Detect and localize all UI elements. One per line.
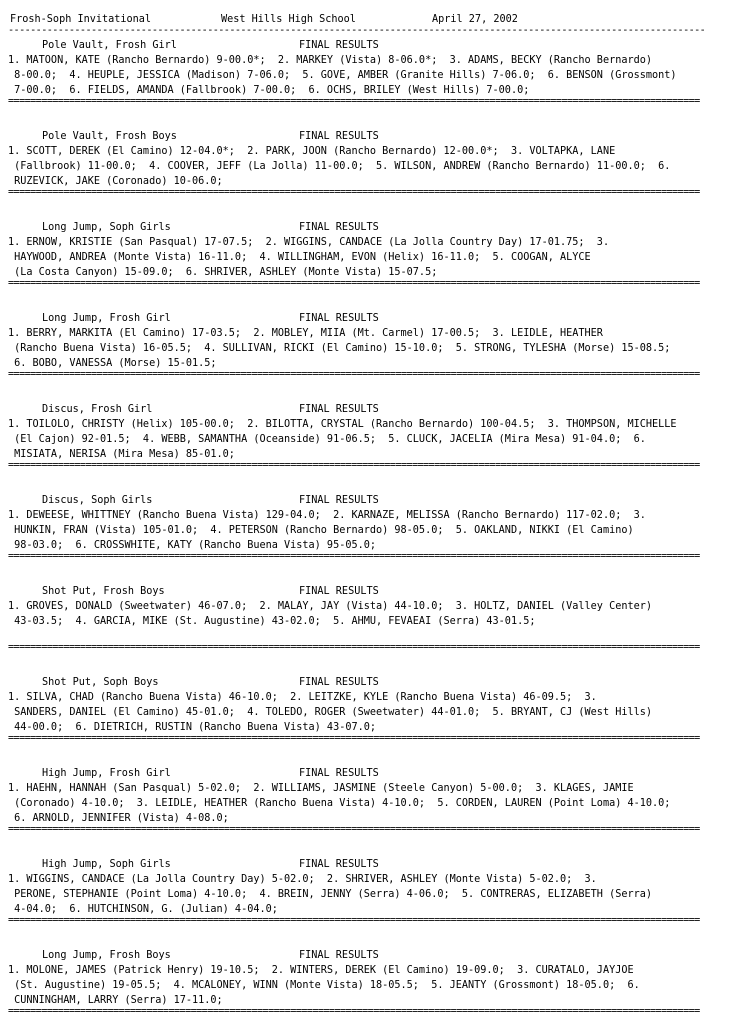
double-divider: ============================================================================================================================= [8, 98, 700, 106]
event-results [8, 599, 735, 629]
result-line: (St. Augustine) 19-05.5; 4. MCALONEY, WINN (Monte Vista) 18-05.5; 5. JEANTY (Grossmont) 18-05.0; 6. [8, 980, 640, 991]
double-divider: ============================================================================================================================= [8, 553, 700, 561]
event-name: Discus, Soph Girls [42, 495, 153, 506]
result-line: SANDERS, DANIEL (El Camino) 45-01.0; 4. TOLEDO, ROGER (Sweetwater) 44-01.0; 5. BRYANT, CJ (West Hills) [8, 707, 653, 718]
results-page [0, 13, 743, 1016]
event-status: FINAL RESULTS [299, 768, 379, 779]
event-status: FINAL RESULTS [299, 677, 379, 688]
event-heading [8, 767, 735, 781]
event-status: FINAL RESULTS [299, 313, 379, 324]
result-line: 1. BERRY, MARKITA (El Camino) 17-03.5; 2. MOBLEY, MIIA (Mt. Carmel) 17-00.5; 3. LEIDLE, HEATHER [8, 328, 603, 339]
event-results [8, 781, 735, 826]
event-heading [8, 130, 735, 144]
result-line: HUNKIN, FRAN (Vista) 105-01.0; 4. PETERSON (Rancho Bernardo) 98-05.0; 5. OAKLAND, NIKKI (El Camino) [8, 525, 634, 536]
meet-name: Frosh-Soph Invitational [10, 14, 152, 25]
result-line: 1. WIGGINS, CANDACE (La Jolla Country Day) 5-02.0; 2. SHRIVER, ASHLEY (Monte Vista) 5-02.0; 3. [8, 874, 597, 885]
event-results [8, 144, 735, 189]
event-results [8, 235, 735, 280]
result-line: 1. MOLONE, JAMES (Patrick Henry) 19-10.5; 2. WINTERS, DEREK (El Camino) 19-09.0; 3. CURATALO, JAYJOE [8, 965, 634, 976]
dashed-divider: ------------------------------------------------------------------------------------------------------------------------------ [8, 27, 706, 35]
event-name: Pole Vault, Frosh Boys [42, 131, 177, 142]
result-line: RUZEVICK, JAKE (Coronado) 10-06.0; [8, 176, 223, 187]
result-line: 1. MATOON, KATE (Rancho Bernardo) 9-00.0*; 2. MARKEY (Vista) 8-06.0*; 3. ADAMS, BECKY (Rancho Bernardo) [8, 55, 653, 66]
result-line: 1. ERNOW, KRISTIE (San Pasqual) 17-07.5; 2. WIGGINS, CANDACE (La Jolla Country Day) 17-01.75; 3. [8, 237, 610, 248]
result-line: MISIATA, NERISA (Mira Mesa) 85-01.0; [8, 449, 235, 460]
event-status: FINAL RESULTS [299, 859, 379, 870]
event-block [8, 403, 735, 490]
event-results [8, 326, 735, 371]
result-line: 1. SILVA, CHAD (Rancho Buena Vista) 46-10.0; 2. LEITZKE, KYLE (Rancho Buena Vista) 46-09.5; 3. [8, 692, 597, 703]
event-heading [8, 858, 735, 872]
event-block [8, 858, 735, 945]
event-block [8, 676, 735, 763]
event-heading [8, 39, 735, 53]
result-line: 43-03.5; 4. GARCIA, MIKE (St. Augustine) 43-02.0; 5. AHMU, FEVAEAI (Serra) 43-01.5; [8, 616, 536, 627]
event-name: High Jump, Frosh Girl [42, 768, 171, 779]
event-results [8, 963, 735, 1008]
event-results [8, 53, 735, 98]
result-line: 1. GROVES, DONALD (Sweetwater) 46-07.0; 2. MALAY, JAY (Vista) 44-10.0; 3. HOLTZ, DANIEL (Valley Center) [8, 601, 653, 612]
result-line: PERONE, STEPHANIE (Point Loma) 4-10.0; 4. BREIN, JENNY (Serra) 4-06.0; 5. CONTRERAS, ELIZABETH (Serra) [8, 889, 653, 900]
event-block [8, 130, 735, 217]
result-line: CUNNINGHAM, LARRY (Serra) 17-11.0; [8, 995, 223, 1006]
event-status: FINAL RESULTS [299, 404, 379, 415]
event-block [8, 585, 735, 672]
meet-date: April 27, 2002 [432, 14, 518, 25]
event-name: Long Jump, Frosh Boys [42, 950, 171, 961]
result-line: (Coronado) 4-10.0; 3. LEIDLE, HEATHER (Rancho Buena Vista) 4-10.0; 5. CORDEN, LAUREN (Point Loma) 4-10.0; [8, 798, 671, 809]
result-line: 98-03.0; 6. CROSSWHITE, KATY (Rancho Buena Vista) 95-05.0; [8, 540, 377, 551]
event-heading [8, 676, 735, 690]
event-name: Shot Put, Soph Boys [42, 677, 159, 688]
double-divider: ============================================================================================================================= [8, 735, 700, 743]
double-divider: ============================================================================================================================= [8, 280, 700, 288]
event-results [8, 690, 735, 735]
event-heading [8, 494, 735, 508]
document-header [8, 13, 735, 27]
double-divider: ============================================================================================================================= [8, 644, 700, 652]
double-divider: ============================================================================================================================= [8, 371, 700, 379]
event-name: Long Jump, Soph Girls [42, 222, 171, 233]
event-heading [8, 221, 735, 235]
result-line: 6. BOBO, VANESSA (Morse) 15-01.5; [8, 358, 217, 369]
event-status: FINAL RESULTS [299, 222, 379, 233]
result-line: (El Cajon) 92-01.5; 4. WEBB, SAMANTHA (Oceanside) 91-06.5; 5. CLUCK, JACELIA (Mira Mesa) 91-04.0; 6. [8, 434, 646, 445]
event-heading [8, 403, 735, 417]
event-results [8, 872, 735, 917]
result-line: 1. DEWEESE, WHITTNEY (Rancho Buena Vista) 129-04.0; 2. KARNAZE, MELISSA (Rancho Bernardo) 117-02.0; 3. [8, 510, 646, 521]
result-line: (Fallbrook) 11-00.0; 4. COOVER, JEFF (La Jolla) 11-00.0; 5. WILSON, ANDREW (Rancho Bernardo) 11-00.0; 6. [8, 161, 671, 172]
event-block [8, 312, 735, 399]
result-line: 6. ARNOLD, JENNIFER (Vista) 4-08.0; [8, 813, 229, 824]
event-block [8, 949, 735, 1036]
result-line: 1. SCOTT, DEREK (El Camino) 12-04.0*; 2. PARK, JOON (Rancho Bernardo) 12-00.0*; 3. VOLTAPKA, LANE [8, 146, 616, 157]
event-status: FINAL RESULTS [299, 495, 379, 506]
event-heading [8, 949, 735, 963]
events-list [8, 39, 735, 1036]
event-status: FINAL RESULTS [299, 586, 379, 597]
event-status: FINAL RESULTS [299, 40, 379, 51]
double-divider: ============================================================================================================================= [8, 917, 700, 925]
host-school: West Hills High School [221, 14, 356, 25]
result-line: 7-00.0; 6. FIELDS, AMANDA (Fallbrook) 7-00.0; 6. OCHS, BRILEY (West Hills) 7-00.0; [8, 85, 530, 96]
event-status: FINAL RESULTS [299, 131, 379, 142]
double-divider: ============================================================================================================================= [8, 826, 700, 834]
event-name: Long Jump, Frosh Girl [42, 313, 171, 324]
result-line: (La Costa Canyon) 15-09.0; 6. SHRIVER, ASHLEY (Monte Vista) 15-07.5; [8, 267, 438, 278]
event-block [8, 767, 735, 854]
event-results [8, 508, 735, 553]
event-name: High Jump, Soph Girls [42, 859, 171, 870]
event-name: Discus, Frosh Girl [42, 404, 153, 415]
double-divider: ============================================================================================================================= [8, 189, 700, 197]
event-heading [8, 585, 735, 599]
result-line: 1. HAEHN, HANNAH (San Pasqual) 5-02.0; 2. WILLIAMS, JASMINE (Steele Canyon) 5-00.0; 3. KLAGES, JAMIE [8, 783, 634, 794]
result-line: (Rancho Buena Vista) 16-05.5; 4. SULLIVAN, RICKI (El Camino) 15-10.0; 5. STRONG, TYLESHA (Morse) 15-08.5; [8, 343, 671, 354]
event-block [8, 221, 735, 308]
result-line: 1. TOILOLO, CHRISTY (Helix) 105-00.0; 2. BILOTTA, CRYSTAL (Rancho Bernardo) 100-04.5; 3. THOMPSON, MICHELLE [8, 419, 677, 430]
double-divider: ============================================================================================================================= [8, 1008, 700, 1016]
double-divider: ============================================================================================================================= [8, 462, 700, 470]
result-line: 8-00.0; 4. HEUPLE, JESSICA (Madison) 7-06.0; 5. GOVE, AMBER (Granite Hills) 7-06.0; 6. BENSON (Grossmont) [8, 70, 677, 81]
event-results [8, 417, 735, 462]
event-name: Shot Put, Frosh Boys [42, 586, 165, 597]
event-block [8, 494, 735, 581]
event-status: FINAL RESULTS [299, 950, 379, 961]
result-line: HAYWOOD, ANDREA (Monte Vista) 16-11.0; 4. WILLINGHAM, EVON (Helix) 16-11.0; 5. COOGAN, ALYCE [8, 252, 591, 263]
event-heading [8, 312, 735, 326]
event-name: Pole Vault, Frosh Girl [42, 40, 177, 51]
event-block [8, 39, 735, 126]
result-line: 44-00.0; 6. DIETRICH, RUSTIN (Rancho Buena Vista) 43-07.0; [8, 722, 377, 733]
result-line: 4-04.0; 6. HUTCHINSON, G. (Julian) 4-04.0; [8, 904, 278, 915]
